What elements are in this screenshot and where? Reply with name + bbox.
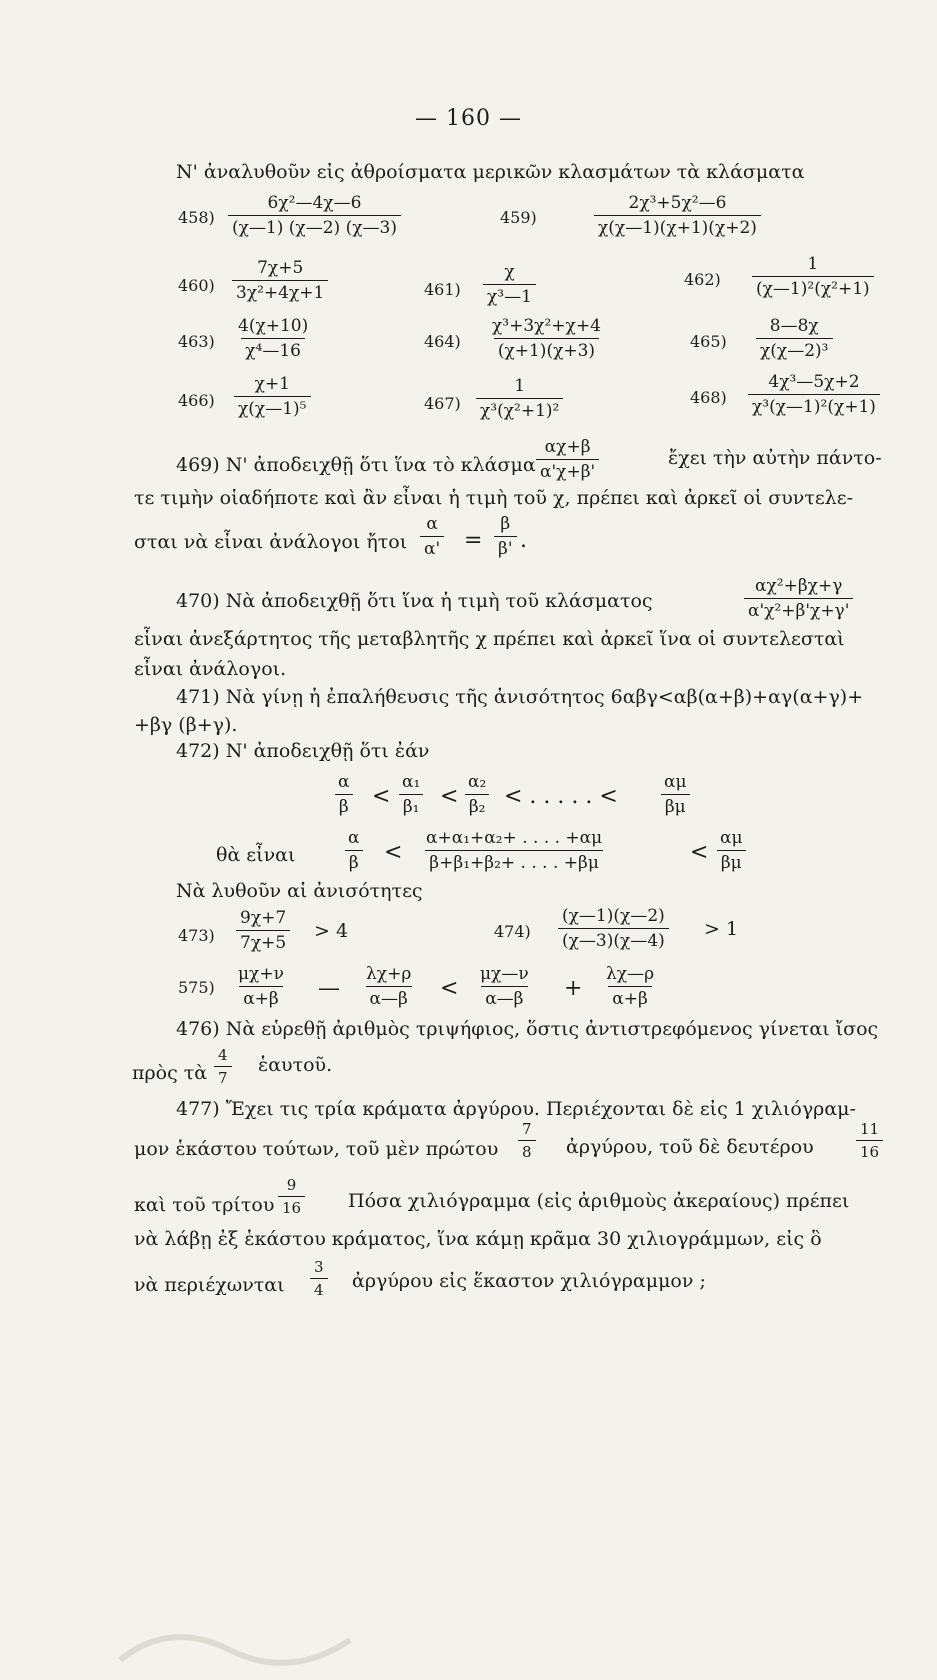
label-461: 461) [424, 280, 461, 299]
result-middle [422, 828, 606, 873]
denominator: β₂ [465, 794, 490, 817]
p476-line1: 476) Νὰ εὑρεθῇ ἀριθμὸς τριψήφιος, ὅστις ἀντιστρεφόμενος γίνεται ἴσος [176, 1018, 879, 1040]
denominator: α+β [608, 986, 652, 1009]
denominator: χ³—1 [483, 284, 536, 307]
p477-line1: 477) Ἔχει τις τρία κράματα ἀργύρου. Περιέχονται δὲ εἰς 1 χιλιόγραμ- [176, 1098, 856, 1120]
label-465: 465) [690, 332, 727, 351]
denominator: χ(χ—2)³ [756, 338, 833, 361]
result-right [716, 828, 747, 873]
denominator: β+β₁+β₂+ . . . . +βμ [425, 850, 603, 873]
label-473: 473) [178, 926, 215, 945]
label-459: 459) [500, 208, 537, 227]
numerator: 7 [522, 1120, 532, 1138]
p471-line1: 471) Νὰ γίνῃ ἡ ἐπαλήθευσις τῆς ἀνισότητος 6αβγ<αβ(α+β)+αγ(α+γ)+ [176, 686, 864, 708]
numerator: 3 [314, 1258, 324, 1276]
chain-dots: < . . . . . < [504, 784, 618, 809]
p477-line3b: Πόσα χιλιόγραμμα (εἰς ἀριθμοὺς ἀκεραίους) πρέπει [348, 1190, 850, 1212]
p476-fraction [214, 1046, 232, 1087]
denominator: 4 [310, 1278, 328, 1299]
numerator: 6χ²—4χ—6 [267, 193, 362, 213]
p470-line2: εἶναι ἀνεξάρτητος τῆς μεταβλητῆς χ πρέπει καὶ ἀρκεῖ ἵνα οἱ συντελεσταὶ [134, 628, 845, 650]
minus-sign: — [318, 976, 340, 1001]
p469-ratio-left [420, 514, 444, 559]
numerator: β [500, 514, 511, 534]
less-than: < [384, 840, 403, 865]
p575-fraction-3 [476, 964, 533, 1009]
denominator: 7χ+5 [236, 930, 290, 953]
chain-fraction-1 [334, 772, 353, 817]
label-460: 460) [178, 276, 215, 295]
numerator: 1 [807, 254, 819, 274]
p575-fraction-4 [602, 964, 658, 1009]
fraction-467 [476, 376, 563, 421]
fraction-464 [488, 316, 605, 361]
p472-line1: 472) Ν' ἀποδειχθῇ ὅτι ἐάν [176, 740, 430, 762]
p469-line3: σται νὰ εἶναι ἀνάλογοι ἤτοι [134, 531, 408, 553]
p476-pre: πρὸς τὰ [132, 1062, 208, 1084]
p473-relation: > 4 [314, 920, 349, 942]
p469-ratio-right [494, 514, 517, 559]
p469-line1b: ἔχει τὴν αὐτὴν πάντο- [668, 447, 882, 469]
less-than: < [440, 784, 459, 809]
numerator: α₁ [402, 772, 421, 792]
p474-fraction [558, 906, 669, 951]
denominator: βμ [661, 794, 690, 817]
denominator: χ(χ—1)⁵ [234, 396, 311, 419]
numerator: αμ [720, 828, 743, 848]
p470-line3: εἶναι ἀνάλογοι. [134, 658, 287, 680]
numerator: λχ+ρ [366, 964, 412, 984]
denominator: (χ—1)²(χ²+1) [752, 276, 874, 299]
numerator: 9 [286, 1176, 297, 1194]
p474-relation: > 1 [704, 918, 739, 940]
p477-line2b: ἀργύρου, τοῦ δὲ δευτέρου [566, 1136, 814, 1158]
numerator: 4(χ+10) [238, 316, 309, 336]
p477-line3a: καὶ τοῦ τρίτου [134, 1194, 275, 1216]
p477-fraction-4 [310, 1258, 328, 1299]
label-474: 474) [494, 922, 531, 941]
denominator: 7 [214, 1066, 232, 1087]
p477-fraction-1 [518, 1120, 536, 1161]
numerator: 1 [514, 376, 526, 396]
denominator: β₁ [399, 794, 424, 817]
denominator: α—β [481, 986, 527, 1009]
numerator: χ+1 [254, 374, 290, 394]
denominator: 16 [278, 1196, 305, 1217]
denominator: 8 [518, 1140, 536, 1161]
denominator: α'χ+β' [536, 459, 599, 482]
fraction-466 [234, 374, 311, 419]
less-than: < [690, 840, 709, 865]
p477-line5b: ἀργύρου εἰς ἕκαστον χιλιόγραμμον ; [352, 1270, 706, 1292]
fraction-468 [748, 372, 880, 417]
numerator: μχ+ν [238, 964, 284, 984]
p469-line2: τε τιμὴν οἱαδήποτε καὶ ἂν εἶναι ἡ τιμὴ τοῦ χ, πρέπει καὶ ἀρκεῖ οἱ συντελε- [134, 487, 853, 509]
p477-line2a: μον ἑκάστου τούτων, τοῦ μὲν πρώτου [134, 1138, 499, 1160]
denominator: α—β [366, 986, 412, 1009]
p575-fraction-2 [362, 964, 415, 1009]
denominator: χ⁴—16 [241, 338, 305, 361]
less-than: < [440, 976, 459, 1001]
p477-fraction-3 [278, 1176, 305, 1217]
label-575: 575) [178, 978, 215, 997]
numerator: 9χ+7 [240, 908, 287, 928]
denominator: (χ—3)(χ—4) [558, 928, 669, 951]
chain-fraction-3 [464, 772, 490, 817]
numerator: 8—8χ [769, 316, 819, 336]
denominator: χ³(χ—1)²(χ+1) [748, 394, 880, 417]
ineq-title: Νὰ λυθοῦν αἱ ἀνισότητες [176, 880, 423, 902]
denominator: βμ [717, 850, 746, 873]
p469-line1a: 469) Ν' ἀποδειχθῇ ὅτι ἵνα τὸ κλάσμα [176, 454, 536, 476]
fraction-459 [594, 193, 761, 238]
numerator: 4χ³—5χ+2 [768, 372, 860, 392]
label-462: 462) [684, 270, 721, 289]
denominator: α' [420, 536, 444, 559]
numerator: (χ—1)(χ—2) [562, 906, 665, 926]
chain-fraction-4 [660, 772, 691, 817]
numerator: 7χ+5 [257, 258, 304, 278]
label-467: 467) [424, 394, 461, 413]
fraction-463 [234, 316, 312, 361]
fraction-465 [756, 316, 833, 361]
p471-line2: +βγ (β+γ). [134, 714, 238, 736]
denominator: 3χ²+4χ+1 [232, 280, 328, 303]
denominator: β [345, 850, 363, 873]
scan-smudge [110, 1600, 410, 1680]
p476-post: ἑαυτοῦ. [258, 1054, 333, 1076]
numerator: α+α₁+α₂+ . . . . +αμ [426, 828, 603, 848]
denominator: (χ—1) (χ—2) (χ—3) [228, 215, 401, 238]
page-number: — 160 — [415, 106, 522, 131]
p575-fraction-1 [234, 964, 288, 1009]
numerator: α [348, 828, 360, 848]
p477-line4: νὰ λάβῃ ἐξ ἑκάστου κράματος, ἵνα κάμῃ κρᾶμα 30 χιλιογράμμων, εἰς ὃ [134, 1228, 822, 1250]
numerator: αχ²+βχ+γ [755, 576, 843, 596]
numerator: α₂ [468, 772, 487, 792]
p477-line5a: νὰ περιέχωνται [134, 1274, 285, 1296]
label-458: 458) [178, 208, 215, 227]
numerator: 4 [218, 1046, 228, 1064]
numerator: 2χ³+5χ²—6 [628, 193, 727, 213]
equals-sign: = [464, 528, 483, 553]
chain-fraction-2 [398, 772, 424, 817]
label-463: 463) [178, 332, 215, 351]
denominator: β [335, 794, 353, 817]
period: . [520, 528, 527, 553]
p470-fraction [744, 576, 853, 621]
numerator: λχ—ρ [606, 964, 655, 984]
p469-fraction [536, 437, 599, 482]
denominator: α'χ²+β'χ+γ' [744, 598, 853, 621]
denominator: χ³(χ²+1)² [476, 398, 563, 421]
fraction-462 [752, 254, 874, 299]
denominator: β' [494, 536, 517, 559]
p477-fraction-2 [856, 1120, 883, 1161]
intro-text: Ν' ἀναλυθοῦν εἰς ἀθροίσματα μερικῶν κλασμάτων τὰ κλάσματα [176, 161, 805, 183]
denominator: 16 [856, 1140, 883, 1161]
denominator: χ(χ—1)(χ+1)(χ+2) [594, 215, 761, 238]
label-468: 468) [690, 388, 727, 407]
p473-fraction [236, 908, 290, 953]
denominator: α+β [239, 986, 283, 1009]
numerator: 11 [860, 1120, 880, 1138]
p470-line1: 470) Νὰ ἀποδειχθῇ ὅτι ἵνα ἡ τιμὴ τοῦ κλάσματος [176, 590, 653, 612]
numerator: χ³+3χ²+χ+4 [492, 316, 601, 336]
p472-then: θὰ εἶναι [216, 844, 296, 866]
fraction-460 [232, 258, 328, 303]
numerator: μχ—ν [480, 964, 529, 984]
less-than: < [372, 784, 391, 809]
plus-sign: + [564, 976, 583, 1001]
numerator: χ [504, 262, 515, 282]
numerator: αχ+β [544, 437, 591, 457]
numerator: α [338, 772, 350, 792]
fraction-461 [483, 262, 536, 307]
label-464: 464) [424, 332, 461, 351]
numerator: α [426, 514, 438, 534]
result-left [344, 828, 363, 873]
fraction-458 [228, 193, 401, 238]
denominator: (χ+1)(χ+3) [494, 338, 599, 361]
label-466: 466) [178, 391, 215, 410]
numerator: αμ [664, 772, 687, 792]
